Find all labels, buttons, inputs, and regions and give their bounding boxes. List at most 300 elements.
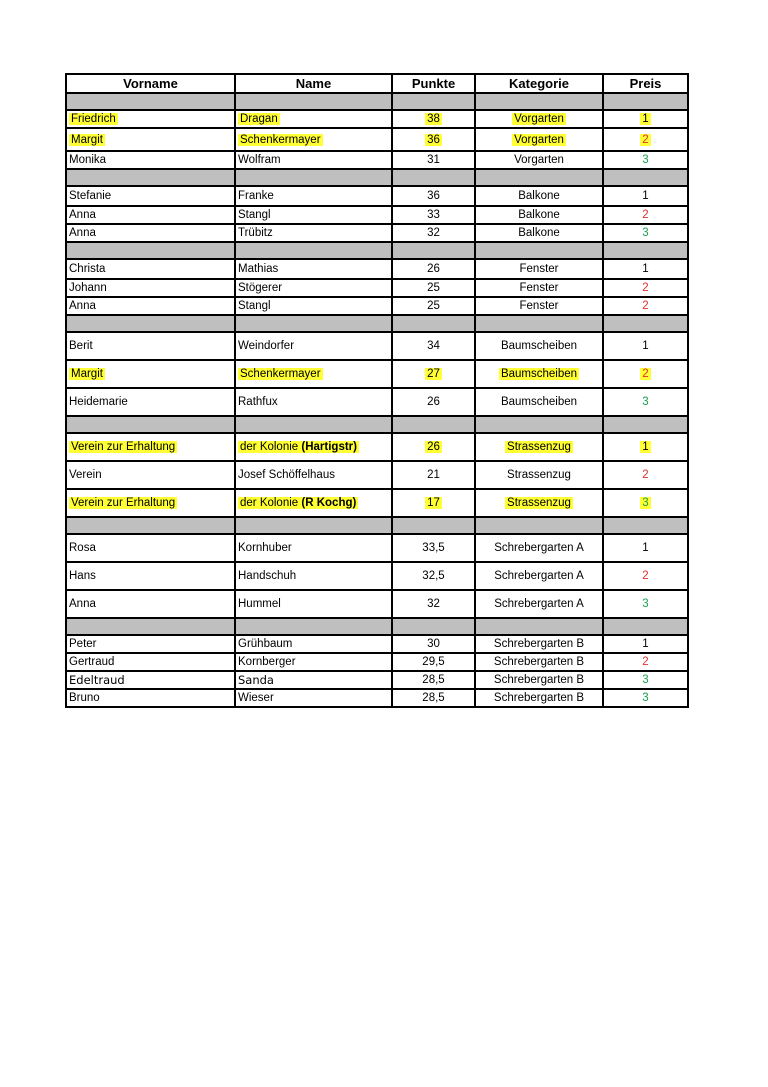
punkte-text: 32,5 — [422, 570, 445, 582]
preis-text: 1 — [642, 340, 649, 352]
cell-kategorie — [475, 332, 603, 360]
cell-preis — [603, 433, 688, 461]
kategorie-text: Fenster — [519, 263, 559, 275]
vorname-text: Berit — [69, 340, 93, 352]
cell-preis — [603, 279, 688, 297]
separator-cell — [66, 517, 235, 534]
vorname-text: Monika — [69, 154, 107, 166]
preis-text: 3 — [642, 497, 649, 509]
separator-cell — [603, 315, 688, 332]
separator-cell — [235, 169, 392, 186]
cell-preis — [603, 653, 688, 671]
separator-cell — [235, 93, 392, 110]
cell-vorname — [66, 186, 235, 206]
cell-vorname — [66, 534, 235, 562]
cell-name — [235, 151, 392, 169]
punkte-text: 38 — [427, 113, 440, 125]
vorname-text: Rosa — [69, 542, 96, 554]
cell-punkte — [392, 433, 475, 461]
name-main: Grühbaum — [238, 638, 293, 650]
cell-name — [235, 635, 392, 653]
cell-kategorie — [475, 433, 603, 461]
table-row — [66, 297, 688, 315]
punkte-text: 26 — [427, 441, 440, 453]
name-main: Kornberger — [238, 656, 296, 668]
vorname-text: Anna — [69, 209, 96, 221]
cell-vorname — [66, 206, 235, 224]
separator-cell — [392, 93, 475, 110]
name-main: Weindorfer — [238, 340, 295, 352]
punkte-text: 36 — [427, 190, 440, 202]
cell-kategorie — [475, 186, 603, 206]
category-separator-row — [66, 242, 688, 259]
name-text — [238, 497, 358, 509]
punkte-text: 30 — [427, 638, 440, 650]
category-separator-row — [66, 517, 688, 534]
separator-cell — [235, 416, 392, 433]
kategorie-text: Fenster — [519, 300, 559, 312]
punkte-text: 34 — [427, 340, 440, 352]
category-separator-row — [66, 169, 688, 186]
name-text — [238, 542, 292, 554]
name-text — [238, 469, 335, 481]
kategorie-text: Balkone — [518, 190, 560, 202]
cell-kategorie — [475, 360, 603, 388]
name-main: Schenkermayer — [240, 368, 321, 380]
header-kategorie: Kategorie — [475, 74, 603, 93]
category-separator-row — [66, 315, 688, 332]
cell-vorname — [66, 279, 235, 297]
punkte-text: 21 — [427, 469, 440, 481]
vorname-text: Verein zur Erhaltung — [71, 441, 176, 453]
cell-punkte — [392, 534, 475, 562]
separator-cell — [475, 242, 603, 259]
cell-kategorie — [475, 259, 603, 279]
cell-name — [235, 562, 392, 590]
kategorie-text: Schrebergarten A — [494, 598, 584, 610]
cell-name — [235, 360, 392, 388]
vorname-text: Heidemarie — [69, 396, 128, 408]
separator-cell — [392, 416, 475, 433]
separator-cell — [66, 315, 235, 332]
vorname-text: Verein zur Erhaltung — [71, 497, 176, 509]
preis-text: 1 — [642, 441, 649, 453]
kategorie-text: Baumscheiben — [500, 396, 578, 408]
punkte-text: 32 — [427, 598, 440, 610]
cell-punkte — [392, 128, 475, 151]
cell-name — [235, 489, 392, 517]
kategorie-text: Vorgarten — [514, 113, 564, 125]
cell-vorname — [66, 590, 235, 618]
vorname-text: Margit — [71, 133, 103, 146]
cell-punkte — [392, 297, 475, 315]
separator-cell — [603, 169, 688, 186]
cell-kategorie — [475, 279, 603, 297]
separator-cell — [603, 618, 688, 635]
vorname-text: Friedrich — [71, 113, 116, 125]
vorname-text: Edeltraud — [69, 673, 125, 687]
name-main: Schenkermayer — [240, 133, 321, 146]
name-text — [238, 282, 282, 294]
name-main: Sanda — [238, 673, 274, 687]
cell-punkte — [392, 635, 475, 653]
cell-name — [235, 186, 392, 206]
separator-cell — [603, 416, 688, 433]
cell-punkte — [392, 360, 475, 388]
cell-preis — [603, 360, 688, 388]
kategorie-text: Strassenzug — [507, 441, 571, 453]
name-main: Rathfux — [238, 396, 278, 408]
cell-kategorie — [475, 461, 603, 489]
punkte-text: 26 — [427, 396, 440, 408]
name-text — [238, 263, 278, 275]
preis-text: 3 — [642, 396, 649, 408]
kategorie-text: Balkone — [518, 209, 560, 221]
preis-text: 3 — [642, 598, 649, 610]
table-row — [66, 635, 688, 653]
punkte-text: 32 — [427, 227, 440, 239]
cell-vorname — [66, 128, 235, 151]
cell-vorname — [66, 151, 235, 169]
cell-preis — [603, 590, 688, 618]
kategorie-text: Vorgarten — [514, 133, 564, 146]
cell-punkte — [392, 388, 475, 416]
cell-punkte — [392, 461, 475, 489]
separator-cell — [66, 169, 235, 186]
cell-name — [235, 461, 392, 489]
cell-preis — [603, 259, 688, 279]
table-row — [66, 206, 688, 224]
cell-punkte — [392, 332, 475, 360]
name-main: Handschuh — [238, 570, 297, 582]
separator-cell — [392, 242, 475, 259]
cell-name — [235, 689, 392, 707]
kategorie-text: Schrebergarten B — [493, 692, 585, 704]
cell-vorname — [66, 433, 235, 461]
table-row — [66, 332, 688, 360]
name-text — [238, 598, 281, 610]
separator-cell — [603, 242, 688, 259]
header-name: Name — [235, 74, 392, 93]
cell-preis — [603, 297, 688, 315]
separator-cell — [66, 242, 235, 259]
kategorie-text: Vorgarten — [514, 154, 564, 166]
punkte-text: 36 — [427, 133, 440, 146]
preis-text: 3 — [642, 692, 649, 704]
name-text — [238, 340, 294, 352]
cell-kategorie — [475, 110, 603, 128]
cell-kategorie — [475, 128, 603, 151]
preis-text: 2 — [642, 656, 649, 668]
kategorie-text: Schrebergarten B — [493, 638, 585, 650]
cell-name — [235, 297, 392, 315]
vorname-text: Peter — [69, 638, 97, 650]
cell-vorname — [66, 653, 235, 671]
name-text — [238, 227, 273, 239]
cell-preis — [603, 388, 688, 416]
cell-name — [235, 590, 392, 618]
name-main: Stögerer — [238, 282, 283, 294]
preis-text: 2 — [642, 282, 649, 294]
name-text — [238, 113, 280, 125]
table-row — [66, 128, 688, 151]
table-body — [66, 93, 688, 707]
cell-kategorie — [475, 489, 603, 517]
cell-preis — [603, 489, 688, 517]
table-row — [66, 671, 688, 689]
cell-kategorie — [475, 224, 603, 242]
cell-punkte — [392, 671, 475, 689]
preis-text: 2 — [642, 209, 649, 221]
vorname-text: Gertraud — [69, 656, 115, 668]
cell-kategorie — [475, 653, 603, 671]
cell-kategorie — [475, 388, 603, 416]
results-table — [65, 73, 689, 708]
vorname-text: Anna — [69, 227, 96, 239]
name-main: Dragan — [240, 113, 278, 125]
cell-kategorie — [475, 689, 603, 707]
separator-cell — [475, 169, 603, 186]
punkte-text: 26 — [427, 263, 440, 275]
separator-cell — [603, 93, 688, 110]
separator-cell — [66, 416, 235, 433]
cell-kategorie — [475, 590, 603, 618]
name-main: Kornhuber — [238, 542, 292, 554]
cell-kategorie — [475, 534, 603, 562]
cell-name — [235, 128, 392, 151]
category-separator-row — [66, 93, 688, 110]
cell-punkte — [392, 110, 475, 128]
name-bold-suffix: (Hartigstr) — [301, 441, 357, 453]
category-separator-row — [66, 618, 688, 635]
cell-preis — [603, 224, 688, 242]
name-main: der Kolonie — [240, 497, 299, 509]
table-row — [66, 534, 688, 562]
cell-name — [235, 279, 392, 297]
cell-name — [235, 388, 392, 416]
cell-preis — [603, 332, 688, 360]
cell-name — [235, 206, 392, 224]
cell-name — [235, 534, 392, 562]
cell-name — [235, 671, 392, 689]
cell-punkte — [392, 562, 475, 590]
table-row — [66, 110, 688, 128]
name-text — [238, 673, 274, 687]
separator-cell — [392, 517, 475, 534]
header-preis: Preis — [603, 74, 688, 93]
cell-punkte — [392, 224, 475, 242]
cell-preis — [603, 671, 688, 689]
name-bold-suffix: (R Kochg) — [301, 497, 357, 509]
cell-vorname — [66, 489, 235, 517]
separator-cell — [66, 618, 235, 635]
cell-name — [235, 332, 392, 360]
cell-kategorie — [475, 297, 603, 315]
punkte-text: 25 — [427, 300, 440, 312]
table-row — [66, 259, 688, 279]
separator-cell — [475, 315, 603, 332]
punkte-text: 17 — [427, 497, 440, 509]
cell-punkte — [392, 689, 475, 707]
preis-text: 2 — [642, 133, 649, 146]
cell-vorname — [66, 388, 235, 416]
cell-name — [235, 653, 392, 671]
separator-cell — [475, 416, 603, 433]
cell-kategorie — [475, 671, 603, 689]
cell-vorname — [66, 635, 235, 653]
table-row — [66, 388, 688, 416]
cell-vorname — [66, 360, 235, 388]
table-row — [66, 360, 688, 388]
kategorie-text: Strassenzug — [507, 469, 571, 481]
table-row — [66, 489, 688, 517]
cell-name — [235, 110, 392, 128]
separator-cell — [392, 169, 475, 186]
name-main: Josef Schöffelhaus — [238, 469, 335, 481]
table-row — [66, 461, 688, 489]
punkte-text: 31 — [427, 154, 440, 166]
table-row — [66, 186, 688, 206]
name-text — [238, 368, 323, 380]
name-text — [238, 692, 274, 704]
cell-preis — [603, 110, 688, 128]
cell-punkte — [392, 489, 475, 517]
table-row — [66, 689, 688, 707]
preis-text: 1 — [642, 263, 649, 275]
vorname-text: Margit — [71, 368, 103, 380]
cell-vorname — [66, 259, 235, 279]
name-main: Franke — [238, 190, 274, 202]
vorname-text: Christa — [69, 263, 106, 275]
cell-punkte — [392, 590, 475, 618]
kategorie-text: Balkone — [518, 227, 560, 239]
punkte-text: 33 — [427, 209, 440, 221]
cell-punkte — [392, 151, 475, 169]
vorname-text: Anna — [69, 300, 96, 312]
name-main: Trübitz — [238, 227, 273, 239]
separator-cell — [66, 93, 235, 110]
cell-vorname — [66, 689, 235, 707]
cell-punkte — [392, 186, 475, 206]
separator-cell — [475, 93, 603, 110]
name-main: Stangl — [238, 209, 271, 221]
name-main: Wolfram — [238, 154, 281, 166]
preis-text: 1 — [642, 542, 649, 554]
cell-preis — [603, 635, 688, 653]
cell-preis — [603, 186, 688, 206]
name-text — [238, 209, 271, 221]
name-text — [238, 154, 281, 166]
cell-preis — [603, 689, 688, 707]
separator-cell — [235, 618, 392, 635]
cell-preis — [603, 534, 688, 562]
separator-cell — [235, 242, 392, 259]
name-text — [238, 300, 271, 312]
cell-punkte — [392, 206, 475, 224]
table-row — [66, 433, 688, 461]
preis-text: 1 — [642, 113, 649, 125]
kategorie-text: Schrebergarten B — [493, 674, 585, 686]
separator-cell — [235, 315, 392, 332]
name-text — [238, 656, 296, 668]
header-vorname: Vorname — [66, 74, 235, 93]
punkte-text: 28,5 — [422, 674, 445, 686]
preis-text: 2 — [642, 300, 649, 312]
preis-text: 3 — [642, 227, 649, 239]
separator-cell — [475, 618, 603, 635]
separator-cell — [475, 517, 603, 534]
table-row — [66, 653, 688, 671]
cell-punkte — [392, 653, 475, 671]
header-row — [66, 74, 688, 93]
name-main: Hummel — [238, 598, 281, 610]
table-row — [66, 279, 688, 297]
cell-kategorie — [475, 562, 603, 590]
name-text — [238, 638, 292, 650]
punkte-text: 28,5 — [422, 692, 445, 704]
header-punkte: Punkte — [392, 74, 475, 93]
cell-punkte — [392, 259, 475, 279]
vorname-text: Stefanie — [69, 190, 112, 202]
vorname-text: Hans — [69, 570, 96, 582]
cell-vorname — [66, 562, 235, 590]
cell-preis — [603, 562, 688, 590]
punkte-text: 29,5 — [422, 656, 445, 668]
cell-vorname — [66, 110, 235, 128]
cell-preis — [603, 151, 688, 169]
kategorie-text: Schrebergarten A — [494, 542, 584, 554]
preis-text: 3 — [642, 154, 649, 166]
name-main: Wieser — [238, 692, 274, 704]
vorname-text: Johann — [69, 282, 107, 294]
cell-preis — [603, 206, 688, 224]
cell-name — [235, 259, 392, 279]
cell-kategorie — [475, 151, 603, 169]
table-row — [66, 151, 688, 169]
vorname-text: Bruno — [69, 692, 100, 704]
cell-vorname — [66, 461, 235, 489]
cell-vorname — [66, 332, 235, 360]
preis-text: 2 — [642, 368, 649, 380]
cell-vorname — [66, 671, 235, 689]
table-row — [66, 590, 688, 618]
cell-kategorie — [475, 635, 603, 653]
preis-text: 3 — [642, 674, 649, 686]
vorname-text: Anna — [69, 598, 96, 610]
punkte-text: 25 — [427, 282, 440, 294]
kategorie-text: Fenster — [519, 282, 559, 294]
table-row — [66, 224, 688, 242]
preis-text: 2 — [642, 570, 649, 582]
name-main: Stangl — [238, 300, 271, 312]
vorname-text: Verein — [69, 469, 102, 481]
cell-kategorie — [475, 206, 603, 224]
name-main: der Kolonie — [240, 441, 299, 453]
category-separator-row — [66, 416, 688, 433]
cell-name — [235, 224, 392, 242]
kategorie-text: Schrebergarten A — [494, 570, 584, 582]
cell-vorname — [66, 297, 235, 315]
name-text — [238, 441, 359, 453]
name-text — [238, 570, 296, 582]
kategorie-text: Strassenzug — [507, 497, 571, 509]
separator-cell — [392, 315, 475, 332]
name-text — [238, 190, 274, 202]
cell-preis — [603, 461, 688, 489]
cell-vorname — [66, 224, 235, 242]
kategorie-text: Baumscheiben — [500, 368, 578, 380]
name-text — [238, 396, 278, 408]
